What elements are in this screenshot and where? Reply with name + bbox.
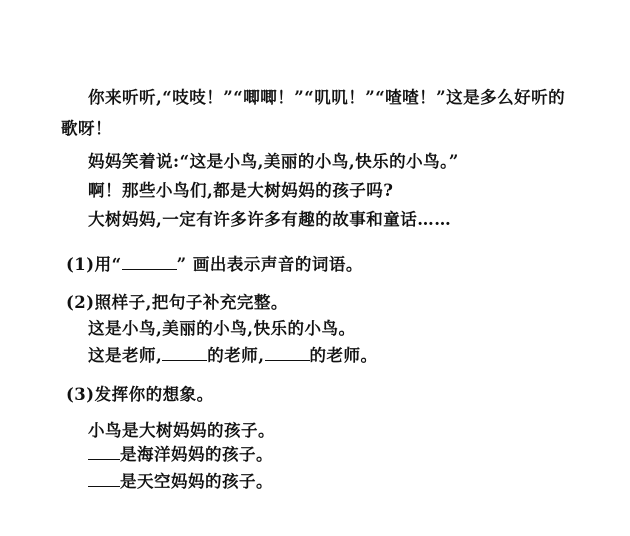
- answer-blank[interactable]: [88, 445, 120, 460]
- question-1: [66, 254, 363, 276]
- question-2-fill-line: [88, 345, 378, 367]
- question-3-fill-2-text: 是天空妈妈的孩子。: [120, 472, 273, 491]
- question-2-fill-mid: 的老师,: [207, 346, 265, 365]
- passage-line-3: 妈妈笑着说:“这是小鸟,美丽的小鸟,快乐的小鸟。”: [88, 152, 459, 171]
- question-3-fill-1-text: 是海洋妈妈的孩子。: [120, 445, 273, 464]
- question-3-example: 小鸟是大树妈妈的孩子。: [88, 421, 275, 440]
- question-2-fill-end: 的老师。: [309, 346, 378, 365]
- answer-blank[interactable]: [122, 255, 177, 270]
- answer-blank[interactable]: [88, 472, 120, 487]
- question-3-fill-1: [88, 444, 273, 466]
- passage-line-5: 大树妈妈,一定有许多许多有趣的故事和童话……: [88, 210, 452, 229]
- answer-blank[interactable]: [162, 346, 207, 361]
- answer-blank[interactable]: [265, 346, 310, 361]
- question-2-example: 这是小鸟,美丽的小鸟,快乐的小鸟。: [88, 319, 356, 338]
- passage-line-4: 啊！那些小鸟们,都是大树妈妈的孩子吗?: [88, 181, 394, 200]
- question-2-fill-start: 这是老师,: [88, 346, 163, 365]
- passage-line-2: 歌呀！: [61, 119, 112, 138]
- question-1-suffix: ” 画出表示声音的词语。: [176, 255, 363, 274]
- question-3-title: (3)发挥你的想象。: [66, 385, 214, 404]
- question-1-prefix: (1)用“: [66, 255, 122, 274]
- question-3-fill-2: [88, 471, 273, 493]
- passage-line-1: 你来听听,“吱吱！”“唧唧！”“叽叽！”“喳喳！”这是多么好听的: [88, 88, 566, 107]
- question-2-title: (2)照样子,把句子补充完整。: [66, 293, 288, 312]
